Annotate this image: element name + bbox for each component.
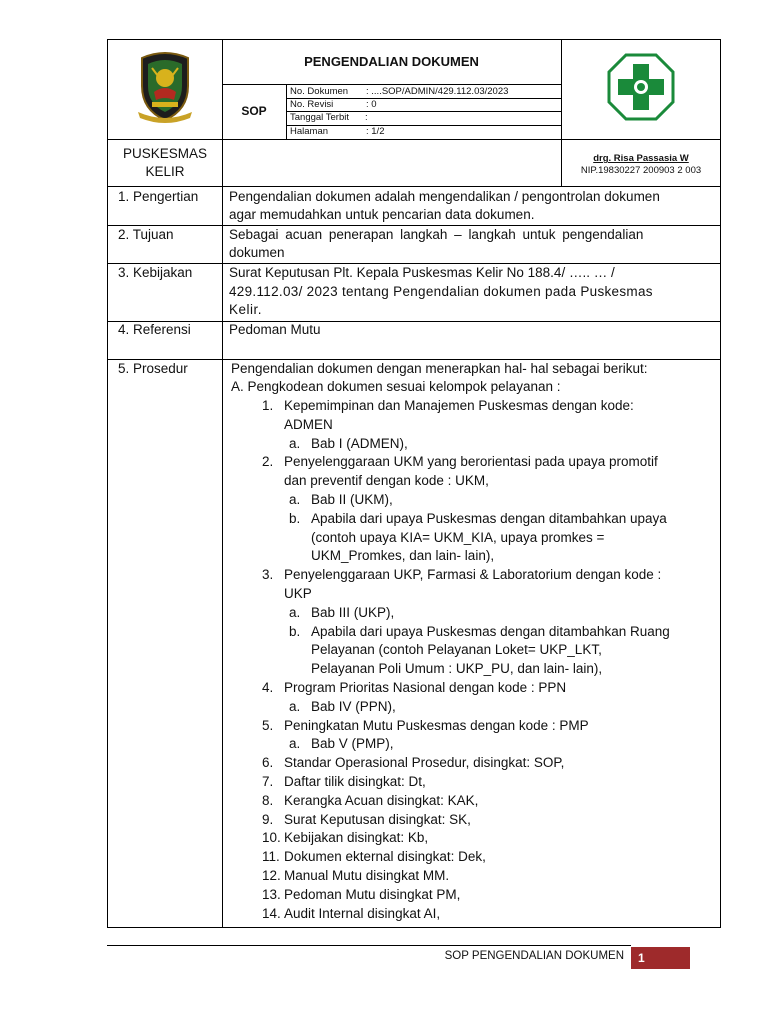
list-item-marker: a. [289, 436, 301, 451]
list-item-marker: 7. [262, 774, 274, 789]
label-referensi: 4. Referensi [118, 322, 191, 337]
page-number: 1 [638, 951, 645, 965]
list-item-text: Audit Internal disingkat AI, [284, 906, 441, 921]
list-item-marker: 11. [262, 849, 280, 864]
meta-label-no-revisi: No. Revisi [290, 99, 334, 110]
list-item-text: Apabila dari upaya Puskesmas dengan ditambahkan upaya [311, 511, 667, 526]
list-item-marker: 4. [262, 680, 274, 695]
org-name-line2: KELIR [145, 164, 185, 179]
prosedur-intro: Pengendalian dokumen dengan menerapkan hal- hal sebagai berikut: [231, 361, 648, 376]
list-item-text: Bab I (ADMEN), [311, 436, 408, 451]
list-item-text: ADMEN [284, 417, 333, 432]
footer-text: SOP PENGENDALIAN DOKUMEN [444, 950, 624, 962]
title-bottom-line [222, 84, 561, 85]
list-item-text: Kepemimpinan dan Manajemen Puskesmas dengan kode: [284, 398, 634, 413]
label-kebijakan: 3. Kebijakan [118, 265, 193, 280]
table-border-right [720, 39, 721, 928]
puskesmas-cross-logo [606, 52, 676, 122]
label-tujuan: 2. Tujuan [118, 227, 174, 242]
list-item-text: Dokumen ekternal disingkat: Dek, [284, 849, 486, 864]
footer-rule [107, 945, 631, 946]
sop-label: SOP [241, 104, 267, 118]
document-title: PENGENDALIAN DOKUMEN [304, 54, 479, 69]
kebijakan-line-2: 429.112.03/ 2023 tentang Pengendalian dokumen pada Puskesmas [229, 284, 653, 299]
list-item-text: Manual Mutu disingkat MM. [284, 868, 450, 883]
list-item-text: (contoh upaya KIA= UKM_KIA, upaya promkes = [311, 530, 605, 545]
list-item-text: Pelayanan Poli Umum : UKP_PU, dan lain- lain), [311, 661, 603, 676]
list-item-text: Penyelenggaraan UKM yang berorientasi pada upaya promotif [284, 454, 658, 469]
pengertian-line-1: Pengendalian dokumen adalah mengendalikan / pengontrolan dokumen [229, 189, 660, 204]
signer-nip: NIP.19830227 200903 2 003 [580, 165, 702, 176]
row-line-2 [107, 225, 721, 226]
table-border-bottom [107, 927, 721, 928]
kebijakan-line-1: Surat Keputusan Plt. Kepala Puskesmas Kelir No 188.4/ ….. … / [229, 265, 615, 280]
list-item-text: Standar Operasional Prosedur, disingkat: SOP, [284, 755, 565, 770]
list-item-text: Kebijakan disingkat: Kb, [284, 830, 429, 845]
list-item-marker: a. [289, 605, 301, 620]
list-item-text: Pelayanan (contoh Pelayanan Loket= UKP_LKT, [311, 642, 602, 657]
list-item-text: Bab IV (PPN), [311, 699, 396, 714]
list-item-text: UKM_Promkes, dan lain- lain), [311, 548, 495, 563]
list-item-text: Daftar tilik disingkat: Dt, [284, 774, 426, 789]
list-item-marker: 6. [262, 755, 274, 770]
label-prosedur: 5. Prosedur [118, 361, 188, 376]
meta-label-tanggal-terbit: Tanggal Terbit [290, 112, 349, 123]
list-item-marker: a. [289, 736, 301, 751]
pengertian-line-2: agar memudahkan untuk pencarian data dokumen. [229, 207, 535, 222]
prosedur-section-a: A. Pengkodean dokumen sesuai kelompok pelayanan : [231, 379, 561, 394]
footer-page-badge [631, 947, 690, 969]
list-item-text: Peningkatan Mutu Puskesmas dengan kode : PMP [284, 718, 589, 733]
list-item-text: Bab V (PMP), [311, 736, 394, 751]
header-divider-left [222, 39, 223, 928]
list-item-text: Kerangka Acuan disingkat: KAK, [284, 793, 479, 808]
row-line-4 [107, 321, 721, 322]
tujuan-line-2: dokumen [229, 245, 285, 260]
list-item-marker: 8. [262, 793, 274, 808]
list-item-text: Program Prioritas Nasional dengan kode : PPN [284, 680, 567, 695]
list-item-marker: a. [289, 492, 301, 507]
list-item-text: Surat Keputusan disingkat: SK, [284, 812, 471, 827]
list-item-marker: a. [289, 699, 301, 714]
referensi-line-1: Pedoman Mutu [229, 322, 321, 337]
list-item-marker: 5. [262, 718, 274, 733]
meta-value-tanggal-terbit: : [365, 112, 368, 123]
meta-label-no-dokumen: No. Dokumen [290, 86, 349, 97]
meta-label-halaman: Halaman [290, 126, 329, 137]
list-item-marker: 2. [262, 454, 274, 469]
table-border-top [107, 39, 721, 40]
kebijakan-line-3: Kelir. [229, 302, 263, 317]
list-item-text: Penyelenggaraan UKP, Farmasi & Laboratorium dengan kode : [284, 567, 662, 582]
list-item-text: Bab III (UKP), [311, 605, 395, 620]
list-item-marker: 9. [262, 812, 274, 827]
meta-value-no-dokumen: : ....SOP/ADMIN/429.112.03/2023 [366, 86, 509, 97]
regional-emblem-logo [134, 48, 196, 124]
signer-name: drg. Risa Passasia W [593, 153, 689, 164]
row-line-1 [107, 186, 721, 187]
list-item-marker: 14. [262, 906, 281, 921]
list-item-marker: 10. [262, 830, 281, 845]
list-item-marker: b. [289, 511, 301, 526]
row-line-3 [107, 263, 721, 264]
list-item-text: Apabila dari upaya Puskesmas dengan ditambahkan Ruang [311, 624, 670, 639]
row-line-5 [107, 359, 721, 360]
list-item-marker: 13. [262, 887, 281, 902]
list-item-marker: 3. [262, 567, 274, 582]
list-item-marker: b. [289, 624, 301, 639]
header-row-line [107, 139, 721, 140]
list-item-text: Bab II (UKM), [311, 492, 393, 507]
list-item-text: dan preventif dengan kode : UKM, [284, 473, 489, 488]
list-item-marker: 12. [262, 868, 281, 883]
list-item-text: Pedoman Mutu disingkat PM, [284, 887, 461, 902]
meta-value-no-revisi: : 0 [366, 99, 377, 110]
list-item-text: UKP [284, 586, 312, 601]
tujuan-line-1: Sebagai acuan penerapan langkah – langkah untuk pengendalian [229, 227, 644, 242]
label-pengertian: 1. Pengertian [118, 189, 199, 204]
meta-value-halaman: : 1/2 [366, 126, 385, 137]
list-item-marker: 1. [262, 398, 274, 413]
org-name-line1: PUSKESMAS [122, 146, 208, 161]
